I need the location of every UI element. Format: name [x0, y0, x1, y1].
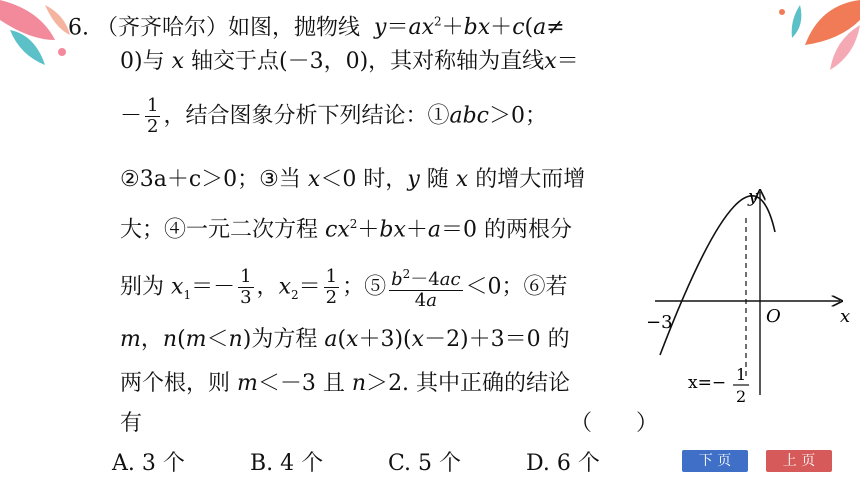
fraction-one-third: $\frac{1}{3}$ [240, 266, 252, 308]
problem-line-9: 有 [120, 411, 143, 436]
option-b[interactable]: B. 4 个 [250, 451, 324, 476]
answer-blank: （ ） [570, 411, 659, 436]
origin-label: O [766, 306, 781, 327]
prev-page-button[interactable]: 上 页 [766, 450, 832, 472]
fraction-discriminant: $\frac{b^2-4ac}{4a}$ [389, 264, 462, 311]
y-axis-label: y [748, 186, 759, 207]
option-d[interactable]: D. 6 个 [526, 451, 600, 476]
parabola-curve [660, 196, 775, 355]
problem-line-2: 0)与 x 轴交于点(－3，0)，其对称轴为直线x＝ [120, 49, 579, 74]
top-right-leaf-decoration [760, 0, 860, 72]
fraction-one-half: $\frac{1}{2}$ [147, 95, 159, 137]
symmetry-axis-label: x=− [688, 373, 727, 393]
problem-line-7: m，n(m＜n)为方程 a(x＋3)(x－2)＋3＝0 的 [120, 327, 570, 352]
option-c[interactable]: C. 5 个 [388, 451, 462, 476]
option-a[interactable]: A. 3 个 [112, 451, 185, 476]
problem-line-1: 6. （齐齐哈尔）如图，抛物线 $y=ax^2+bx+c(a\ne$ [68, 15, 565, 41]
parabola-equation: $y=ax^2+bx+c(a\ne$ [374, 15, 565, 41]
question-source: （齐齐哈尔） [96, 15, 229, 41]
x-axis-label: x [840, 306, 851, 327]
problem-line-4: ②3a＋c＞0；③当 x＜0 时，y 随 x 的增大而增 [120, 167, 586, 192]
root-label: −3 [646, 312, 673, 333]
fraction-one-half-b: $\frac{1}{2}$ [325, 266, 338, 308]
problem-line-6: 别为 $x_1=-$ $\frac{1}{3}$ ，$x_2=$ $\frac{1}{2}$ ；⑤ $\frac{b^2-4ac}{4a}$ ＜0；⑥若 [120, 266, 568, 311]
problem-line-5: 大；④一元二次方程 $cx^2+bx+a=0$ 的两根分 [120, 217, 573, 243]
problem-line-8: 两个根，则 m＜－3 且 n＞2. 其中正确的结论 [120, 371, 571, 396]
symmetry-frac-den: 2 [736, 387, 747, 406]
parabola-graph [640, 180, 860, 410]
problem-line-3: － $\frac{1}{2}$ ，结合图象分析下列结论：①abc＞0； [120, 95, 548, 137]
next-page-button[interactable]: 下 页 [682, 450, 748, 472]
question-number: 6. [68, 15, 89, 41]
symmetry-frac-num: 1 [736, 365, 747, 384]
